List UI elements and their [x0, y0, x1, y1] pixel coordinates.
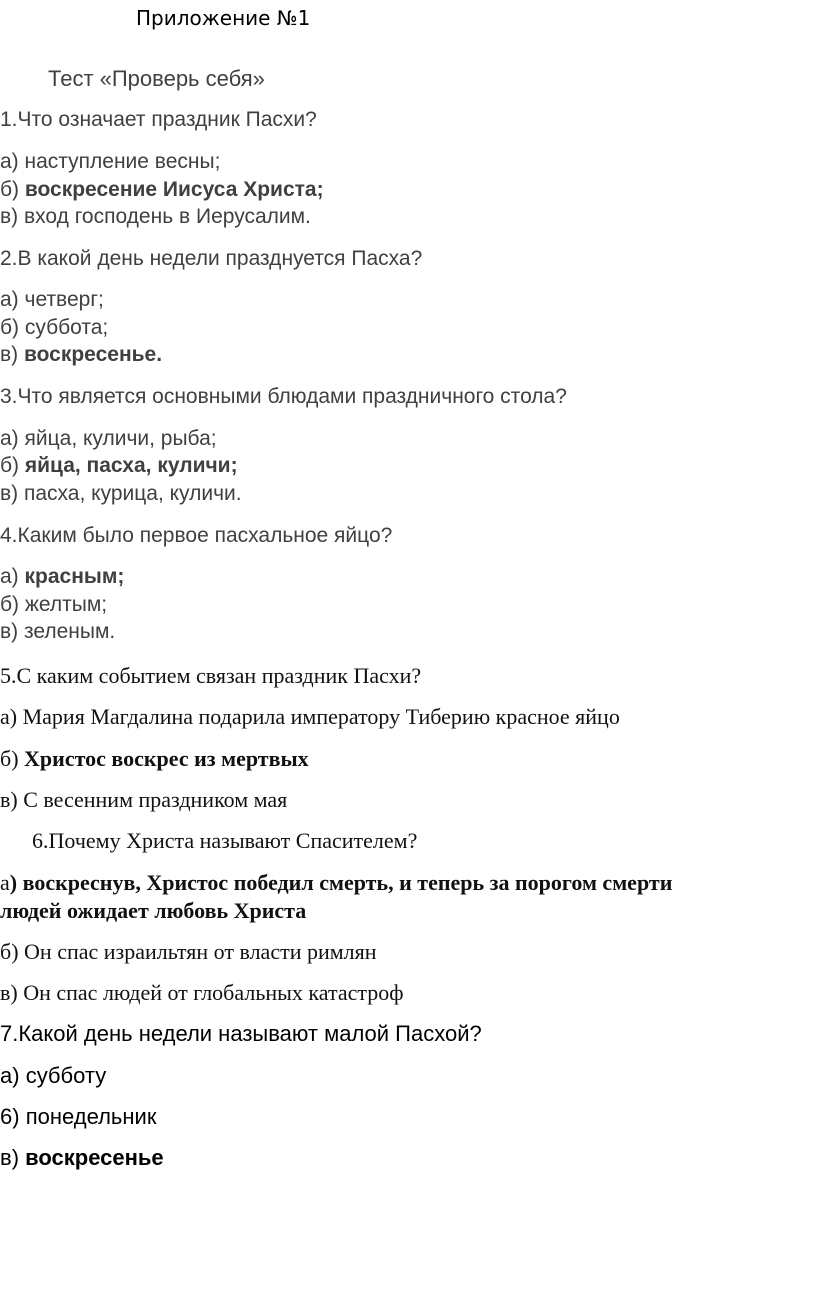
- question-5: 5.С каким событием связан праздник Пасхи?: [0, 663, 422, 688]
- answer-1a: а) наступление весны;: [0, 150, 221, 173]
- answer-2b: б) суббота;: [0, 316, 109, 339]
- answer-6a: а) воскреснув, Христос победил смерть, и теперь за порогом смерти: [0, 870, 673, 895]
- answer-5b: б) Христос воскрес из мертвых: [0, 746, 309, 771]
- answer-2c: в) воскресенье.: [0, 343, 163, 366]
- answer-6a-continued: людей ожидает любовь Христа: [0, 898, 307, 923]
- question-1: 1.Что означает праздник Пасхи?: [0, 108, 317, 131]
- appendix-title: Приложение №1: [136, 6, 311, 30]
- answer-4b: б) желтым;: [0, 593, 108, 616]
- answer-5a: а) Мария Магдалина подарила императору Тиберию красное яйцо: [0, 704, 620, 729]
- answer-5c: в) С весенним праздником мая: [0, 787, 288, 812]
- answer-2a: а) четверг;: [0, 288, 104, 311]
- answer-3c: в) пасха, курица, куличи.: [0, 482, 242, 505]
- test-title: Тест «Проверь себя»: [48, 66, 265, 91]
- answer-4c: в) зеленым.: [0, 620, 116, 643]
- question-7: 7.Какой день недели называют малой Пасхой?: [0, 1021, 482, 1046]
- answer-3b: б) яйца, пасха, куличи;: [0, 454, 238, 477]
- answer-4a: а) красным;: [0, 565, 125, 588]
- answer-6b: б) Он спас израильтян от власти римлян: [0, 939, 377, 964]
- answer-7b: 6) понедельник: [0, 1104, 157, 1129]
- question-3: 3.Что является основными блюдами праздничного стола?: [0, 385, 567, 408]
- question-4: 4.Каким было первое пасхальное яйцо?: [0, 524, 393, 547]
- answer-6c: в) Он спас людей от глобальных катастроф: [0, 980, 404, 1005]
- answer-7a: а) субботу: [0, 1063, 107, 1088]
- question-2: 2.В какой день недели празднуется Пасха?: [0, 247, 423, 270]
- answer-1c: в) вход господень в Иерусалим.: [0, 205, 311, 228]
- answer-3a: а) яйца, куличи, рыба;: [0, 427, 217, 450]
- answer-7c: в) воскресенье: [0, 1145, 164, 1170]
- answer-1b: б) воскресение Иисуса Христа;: [0, 178, 324, 201]
- question-6: 6.Почему Христа называют Спасителем?: [32, 828, 418, 853]
